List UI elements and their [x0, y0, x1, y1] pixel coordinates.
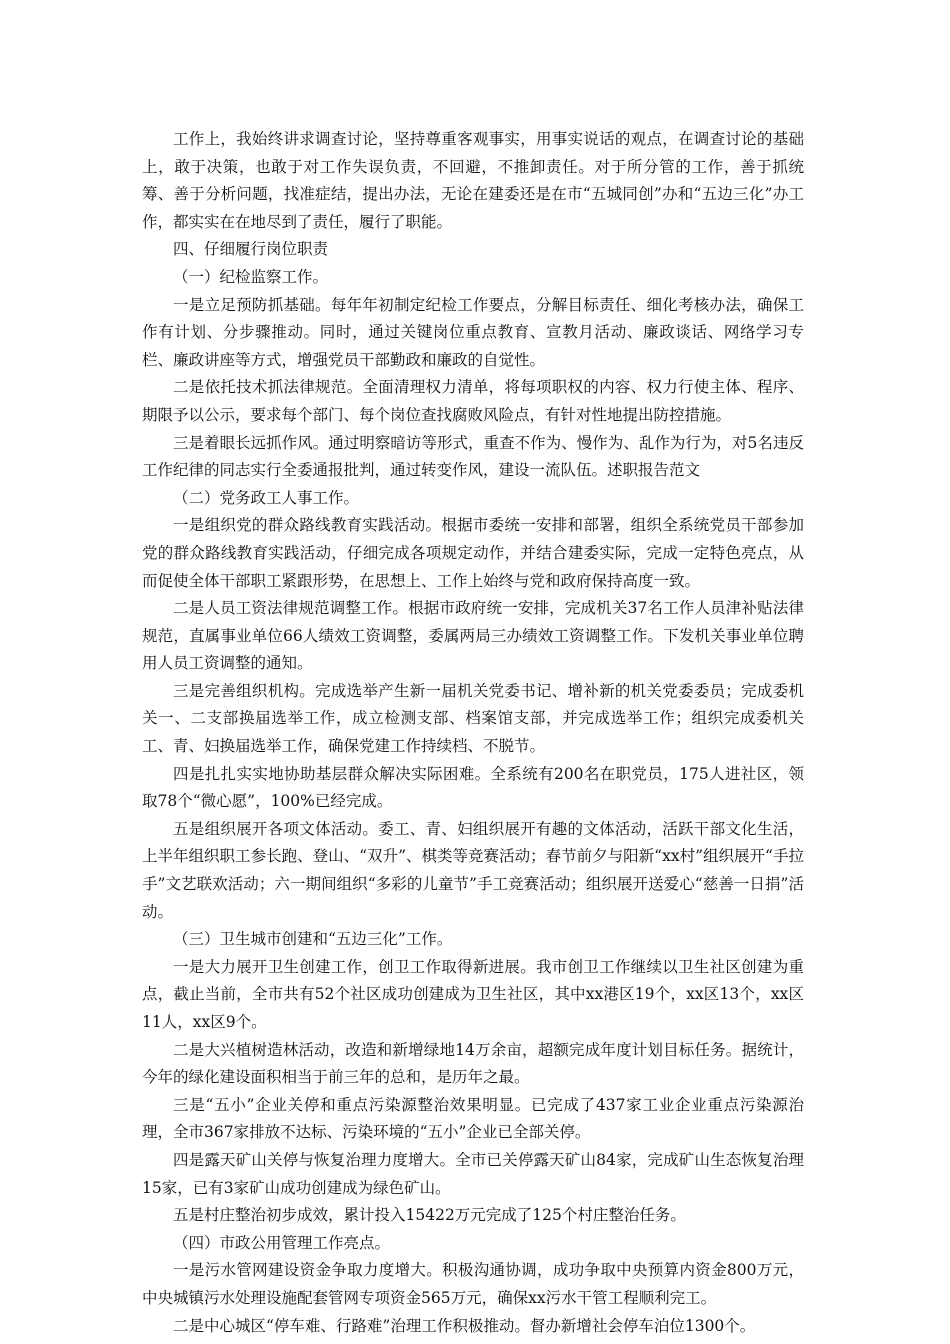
- paragraph-work-style: 三是着眼长远抓作风。通过明察暗访等形式，重查不作为、慢作为、乱作为行为，对5名违反工作纪律的同志实行全委通报批判，通过转变作风，建设一流队伍。述职报告范文: [142, 433, 804, 480]
- paragraph-grassroots-help: 四是扎扎实实地协助基层群众解决实际困难。全系统有200名在职党员，175人进社区，领取78个“微心愿”，100%已经完成。: [142, 764, 804, 811]
- paragraph-pollution-control: 三是“五小”企业关停和重点污染源整治效果明显。已完成了437家工业企业重点污染源治理，全市367家排放不达标、污染环境的“五小”企业已全部关停。: [142, 1095, 804, 1142]
- paragraph-sanitary-creation: 一是大力展开卫生创建工作，创卫工作取得新进展。我市创卫工作继续以卫生社区创建为重点，截止当前，全市共有52个社区成功创建成为卫生社区，其中xx港区19个，xx区13个，xx区11人，xx区9个。: [142, 957, 804, 1031]
- subheading-party-personnel: （二）党务政工人事工作。: [173, 488, 360, 507]
- paragraph-parking: 二是中心城区“停车难、行路难”治理工作积极推动。督办新增社会停车泊位1300个。: [173, 1316, 756, 1335]
- paragraph-work-attitude: 工作上，我始终讲求调查讨论，坚持尊重客观事实，用事实说话的观点，在调查讨论的基础上，敢于决策，也敢于对工作失误负责，不回避，不推卸责任。对于所分管的工作，善于抓统筹、善于分析问题，找准症结，提出办法，无论在建委还是在市“五城同创”办和“五边三化”办工作，都实实在在地尽到了责任，履行了职能。: [142, 130, 804, 231]
- paragraph-mine-restoration: 四是露天矿山关停与恢复治理力度增大。全市已关停露天矿山84家，完成矿山生态恢复治理15家，已有3家矿山成功创建成为绿色矿山。: [142, 1150, 804, 1197]
- paragraph-prevention: 一是立足预防抓基础。每年年初制定纪检工作要点，分解目标责任、细化考核办法，确保工作有计划、分步骤推动。同时，通过关键岗位重点教育、宣教月活动、廉政谈话、网络学习专栏、廉政讲座等方式，增强党员干部勤政和廉政的自觉性。: [142, 295, 804, 369]
- paragraph-organization: 三是完善组织机构。完成选举产生新一届机关党委书记、增补新的机关党委委员；完成委机关一、二支部换届选举工作，成立检测支部、档案馆支部，并完成选举工作；组织完成委机关工、青、妇换届选举工作，确保党建工作持续档、不脱节。: [142, 681, 804, 756]
- subheading-sanitary-city: （三）卫生城市创建和“五边三化”工作。: [173, 930, 453, 949]
- paragraph-salary-adjustment: 二是人员工资法律规范调整工作。根据市政府统一安排，完成机关37名工作人员津补贴法律规范，直属事业单位66人绩效工资调整，委属两局三办绩效工资调整工作。下发机关事业单位聘用人员工资调整的通知。: [142, 599, 804, 673]
- subheading-discipline-inspection: （一）纪检监察工作。: [173, 267, 329, 286]
- paragraph-village-renovation: 五是村庄整治初步成效，累计投入15422万元完成了125个村庄整治任务。: [173, 1206, 686, 1225]
- subheading-municipal-management: （四）市政公用管理工作亮点。: [173, 1233, 391, 1252]
- paragraph-sewage-funding: 一是污水管网建设资金争取力度增大。积极沟通协调，成功争取中央预算内资金800万元，中央城镇污水处理设施配套管网专项资金565万元，确保xx污水干管工程顺利完工。: [142, 1261, 804, 1307]
- paragraph-mass-line: 一是组织党的群众路线教育实践活动。根据市委统一安排和部署，组织全系统党员干部参加党的群众路线教育实践活动，仔细完成各项规定动作，并结合建委实际，完成一定特色亮点，从而促使全体干部职工紧跟形势，在思想上、工作上始终与党和政府保持高度一致。: [142, 516, 804, 590]
- section-heading-4: 四、仔细履行岗位职责: [173, 240, 329, 259]
- paragraph-cultural-activities: 五是组织展开各项文体活动。委工、青、妇组织展开有趣的文体活动，活跃干部文化生活，上半年组织职工参长跑、登山、“双升”、棋类等竞赛活动；春节前夕与阳新“xx村”组织展开“手拉手”文艺联欢活动；六一期间组织“多彩的儿童节”手工竞赛活动；组织展开送爱心“慈善一日捐”活动。: [142, 819, 804, 921]
- paragraph-power-list: 二是依托技术抓法律规范。全面清理权力清单，将每项职权的内容、权力行使主体、程序、期限予以公示，要求每个部门、每个岗位查找腐败风险点，有针对性地提出防控措施。: [142, 378, 804, 424]
- paragraph-afforestation: 二是大兴植树造林活动，改造和新增绿地14万余亩，超额完成年度计划目标任务。据统计，今年的绿化建设面积相当于前三年的总和，是历年之最。: [142, 1040, 804, 1087]
- document-body: [142, 126, 804, 1340]
